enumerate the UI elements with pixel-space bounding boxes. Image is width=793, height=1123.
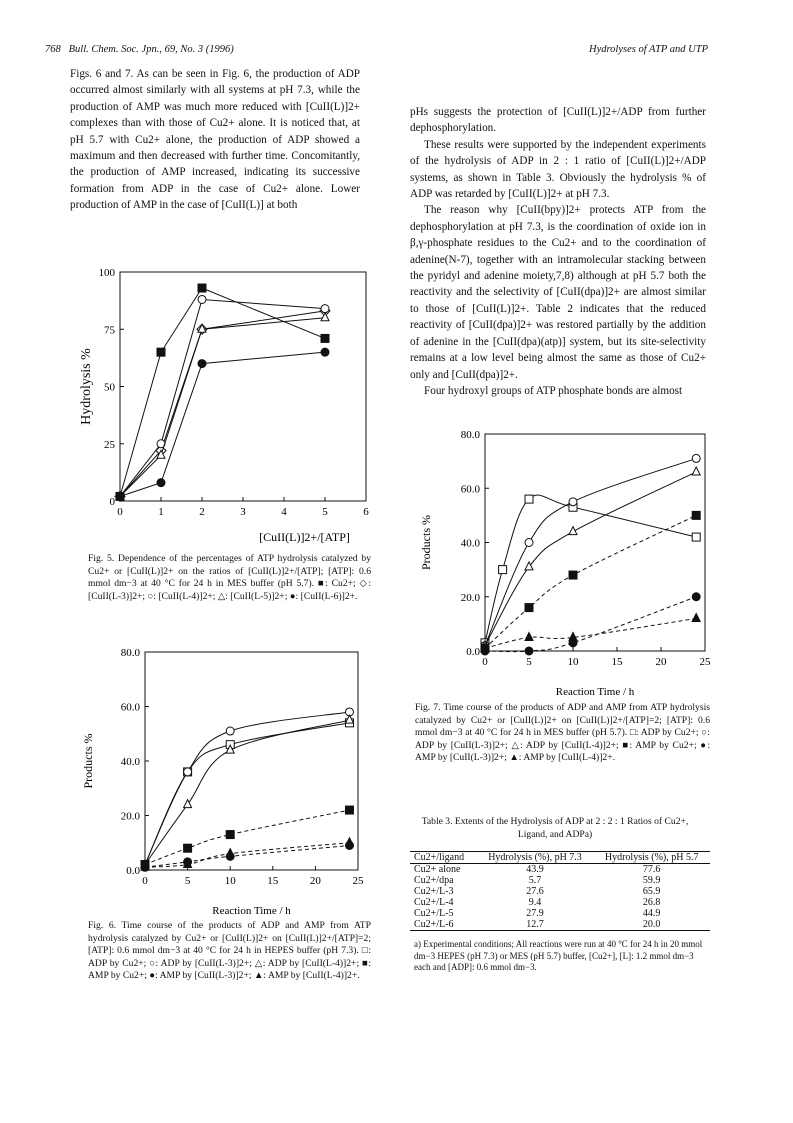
data-point-square (198, 284, 206, 292)
figure-6-caption: Fig. 6. Time course of the products of ADP and AMP from ATP hydrolysis catalyzed by Cu2+ or [CuII(L)]2+ on [CuII(L)]2+/[ATP]=2; [ATP]: 0.6 mmol dm−3 at 40 °C for 24 h in HEPES buffer (pH 7.3). □: ADP by Cu2+; ○: ADP by [CuII(L-3)]2+; △: ADP by [CuII(L-4)]2+; ■: AMP by Cu2+; ●: AMP by [CuII(L-3)]2+; ▲: AMP by [CuII(L-4)]2+. (88, 920, 371, 982)
data-point-circle (198, 295, 206, 303)
paragraph: pHs suggests the protection of [CuII(L)]2+/ADP from further dephosphorylation. (410, 106, 706, 135)
table-3-footnote: a) Experimental conditions; All reactions were run at 40 °C for 24 h in 20 mmol dm−3 HEPES (pH 7.3) or MES (pH 5.7) buffer, [Cu2+], [L]: 1.2 mmol dm−3 each and [ADP]: 0.6 mmol dm−3. (414, 939, 703, 973)
x-tick-label: 3 (240, 506, 246, 518)
figure-5-caption: Fig. 5. Dependence of the percentages of ATP hydrolysis catalyzed by Cu2+ or [CuII(L)]2+ on the ratios of [CuII(L)]2+/[ATP]; [ATP]: 0.6 mmol dm−3 at 40 °C for 24 h in MES buffer (pH 5.7). ■: Cu2+; ◇: [CuII(L-3)]2+; ○: [CuII(L-4)]2+; △: [CuII(L-5)]2+; ●: [CuII(L-6)]2+. (88, 553, 371, 602)
table-row (410, 864, 710, 876)
x-tick-label: 10 (224, 875, 236, 887)
x-tick-label: 4 (281, 506, 287, 518)
table-cell: Cu2+/L-3 (414, 886, 454, 898)
data-point-circle (692, 593, 700, 601)
data-point-circle (226, 727, 234, 735)
x-tick-label: 0 (482, 656, 488, 668)
x-tick-label: 20 (309, 875, 321, 887)
y-tick-label: 60.0 (120, 701, 140, 714)
data-point-circle (525, 539, 533, 547)
data-point-square (157, 348, 165, 356)
x-tick-label: 0 (142, 875, 148, 887)
running-title: Hydrolyses of ATP and UTP (588, 44, 708, 55)
table-cell: Cu2+/L-5 (414, 908, 454, 920)
data-point-circle (184, 768, 192, 776)
x-tick-label: 6 (363, 506, 369, 518)
table-header-cell: Cu2+/ligand (414, 852, 465, 864)
table-header-cell: Hydrolysis (%), pH 5.7 (604, 852, 699, 864)
table-row (410, 897, 710, 908)
left-column-text (70, 66, 360, 214)
data-point-triangle (226, 849, 234, 857)
series-line (120, 311, 325, 496)
table-header-cell: Hydrolysis (%), pH 7.3 (488, 852, 582, 864)
x-tick-label: 15 (611, 656, 623, 668)
data-point-circle (198, 360, 206, 368)
data-point-square (525, 604, 533, 612)
series-line (145, 810, 349, 865)
x-axis-label: Reaction Time / h (212, 905, 291, 916)
series-line (145, 712, 349, 865)
table-cell: 77.6 (642, 864, 661, 876)
x-tick-label: 1 (158, 506, 164, 518)
table-cell: 59.9 (642, 875, 661, 887)
y-tick-label: 20.0 (460, 591, 480, 604)
data-point-square (321, 334, 329, 342)
data-point-square (345, 806, 353, 814)
table-cell: Cu2+/L-6 (414, 919, 454, 931)
y-tick-label: 40.0 (460, 537, 480, 550)
data-point-circle (569, 498, 577, 506)
x-tick-label: 5 (526, 656, 532, 668)
x-tick-label: 0 (117, 506, 123, 518)
table-row (410, 886, 710, 897)
figure-7-caption: Fig. 7. Time course of the products of ADP and AMP from ATP hydrolysis catalyzed by Cu2+ or [CuII(L)]2+ on [CuII(L)]2+/[ATP]=2; [ATP]: 0.6 mmol dm−3 at 40 °C for 24 h in MES buffer (pH 5.7). □: ADP by Cu2+; ○: ADP by [CuII(L-3)]2+; △: ADP by [CuII(L-4)]2+; ■: AMP by Cu2+; ●: AMP by [CuII(L-3)]2+; ▲: AMP by [CuII(L-4)]2+. (415, 702, 710, 764)
table-header-row (410, 852, 710, 864)
table-row (410, 908, 710, 919)
table-3-grid (410, 851, 710, 931)
x-tick-label: 2 (199, 506, 205, 518)
page-number: 768 (45, 44, 61, 55)
table-cell: Cu2+ alone (414, 864, 461, 876)
x-axis-label: Reaction Time / h (555, 686, 635, 698)
series-line (485, 597, 696, 652)
table-row (410, 919, 710, 931)
data-point-square (692, 533, 700, 541)
data-point-circle (321, 348, 329, 356)
table-cell: 20.0 (642, 919, 661, 931)
data-point-triangle (345, 838, 353, 846)
data-point-triangle (525, 632, 533, 640)
figure-5-chart (70, 262, 390, 552)
x-tick-label: 20 (655, 656, 667, 668)
table-cell: 27.9 (526, 908, 544, 920)
y-tick-label: 100 (98, 267, 115, 279)
table-cell: 43.9 (526, 864, 544, 876)
table-cell: 44.9 (642, 908, 661, 920)
figure-7-chart (408, 424, 728, 698)
x-tick-label: 10 (567, 656, 579, 668)
journal-citation: Bull. Chem. Soc. Jpn., 69, No. 3 (1996) (68, 44, 234, 55)
y-tick-label: 0.0 (466, 646, 480, 658)
series-line (485, 495, 696, 643)
y-axis-label: Hydrolysis % (79, 348, 94, 425)
data-point-square (525, 495, 533, 503)
series-line (120, 299, 325, 496)
paragraph: Four hydroxyl groups of ATP phosphate bonds are almost (424, 384, 683, 397)
table-cell: 65.9 (642, 886, 661, 898)
series-line (485, 618, 696, 648)
y-axis-label: Products % (81, 733, 95, 789)
y-tick-label: 50 (104, 381, 115, 394)
data-point-triangle (321, 313, 329, 321)
figure-6-chart (70, 644, 390, 916)
data-point-triangle (692, 613, 700, 621)
series-line (485, 472, 696, 646)
table-body (410, 864, 710, 931)
series-line (120, 318, 325, 497)
y-tick-label: 75 (104, 324, 115, 337)
series-line (145, 720, 349, 864)
table-row (410, 875, 710, 886)
y-axis-label: Products % (419, 515, 433, 570)
data-point-square (569, 571, 577, 579)
data-point-circle (157, 479, 165, 487)
y-tick-label: 80.0 (120, 647, 140, 659)
series-line (145, 845, 349, 867)
data-point-square (226, 831, 234, 839)
data-point-circle (116, 492, 124, 500)
table-cell: Cu2+/dpa (414, 875, 454, 887)
data-point-square (692, 511, 700, 519)
x-tick-label: 15 (267, 875, 279, 887)
table-3-caption: Table 3. Extents of the Hydrolysis of ADP at 2 : 2 : 1 Ratios of Cu2+, Ligand, and ADPa) (421, 816, 689, 840)
y-tick-label: 0.0 (126, 865, 140, 877)
page-header-left (45, 44, 234, 55)
y-tick-label: 0 (109, 496, 115, 508)
data-point-circle (525, 647, 533, 655)
paragraph: Figs. 6 and 7. As can be seen in Fig. 6, the production of ADP occurred almost similarly with all systems at pH 7.3, while the production of AMP was much more reduced with [CuII(L)]2+ complexes than with those of Cu2+ alone. It is noticed that, at pH 5.7 with Cu2+ alone, the production of ADP showed a maximum and then decreased with further time. Concomitantly, the production of AMP increased, indicating its successive formation from ADP in the case of Cu2+ alone. Lower production of AMP in the case of [CuII(L)] at both (70, 68, 360, 212)
table-cell: 12.7 (526, 919, 544, 931)
right-column-text (410, 104, 706, 399)
series-line (120, 352, 325, 496)
data-point-triangle (569, 632, 577, 640)
data-point-circle (692, 454, 700, 462)
table-cell: 5.7 (528, 875, 542, 887)
table-cell: 27.6 (526, 886, 544, 898)
x-tick-label: 5 (184, 875, 191, 887)
y-tick-label: 25 (104, 438, 115, 451)
paragraph: These results were supported by the independent experiments of the hydrolysis of ADP in 2 : 1 ratio of [CuII(L)]2+/ADP systems, as shown in Table 3. Obviously the hydrolysis % of ADP was retarded by [CuII(L)]2+ at pH 7.3. (410, 138, 706, 201)
x-tick-label: 25 (352, 875, 364, 887)
table-3 (410, 816, 710, 974)
table-cell: 26.8 (642, 897, 661, 909)
x-tick-label: 25 (699, 656, 711, 668)
data-point-triangle (692, 467, 700, 475)
table-cell: Cu2+/L-4 (414, 897, 454, 909)
data-point-square (499, 566, 507, 574)
y-tick-label: 40.0 (120, 756, 140, 768)
series-line (485, 515, 696, 648)
y-tick-label: 20.0 (120, 810, 140, 823)
plot-frame (145, 652, 358, 870)
y-tick-label: 80.0 (460, 429, 480, 441)
x-axis-label: [CuII(L)]2+/[ATP] (259, 530, 350, 544)
y-tick-label: 60.0 (460, 483, 480, 496)
data-point-square (184, 844, 192, 852)
table-cell: 9.4 (528, 897, 542, 909)
plot-frame (120, 272, 366, 501)
x-tick-label: 5 (322, 506, 328, 518)
data-point-circle (321, 305, 329, 313)
paragraph: The reason why [CuII(bpy)]2+ protects ATP from the dephosphorylation at pH 7.3, is the coordination of oxide ion in β,γ-phosphate residues to the Cu2+ and to the coordination of adenine(N-7), together with an intramolecular stacking between the pyridyl and adenine moiety,7,8) although at pH 5.7 both the reactivity and the selectivity of [CuII(dpa)]2+ are almost similar to those of [CuII(L)]2+. Table 2 indicates that the reduced reactivity of [CuII(dpa)]2+ was restored partially by the addition of adenine in the [CuII(dpa)(atp)] system, but its site-selectivity remains at a low level being almost the same as those of Cu2+ only and [CuII(dpa)]2+. (410, 204, 706, 381)
